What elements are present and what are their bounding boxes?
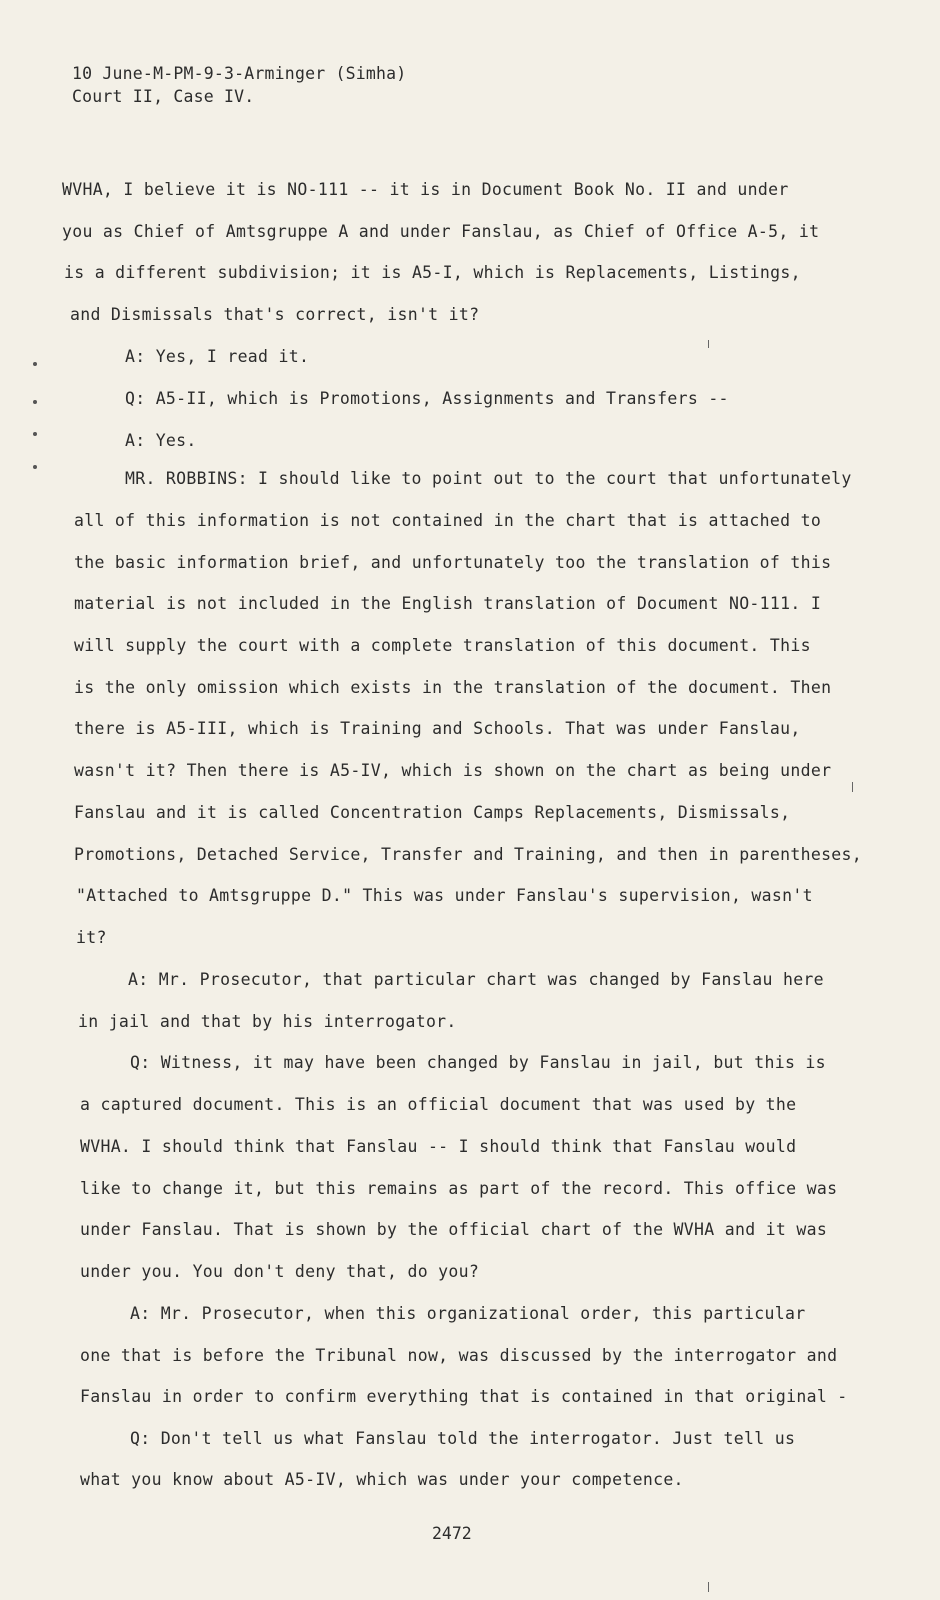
transcript-line: Q: Don't tell us what Fanslau told the interrogator. Just tell us [130,1429,796,1448]
punch-mark [33,432,37,436]
transcript-line: is the only omission which exists in the translation of the document. Then [74,678,832,697]
transcript-line: A: Yes, I read it. [125,347,310,366]
transcript-line: the basic information brief, and unfortunately too the translation of this [74,553,832,572]
transcript-line: one that is before the Tribunal now, was discussed by the interrogator and [80,1346,838,1365]
punch-mark [33,362,37,366]
document-header [72,62,406,108]
stray-ink-mark [708,340,709,348]
transcript-line: Q: A5-II, which is Promotions, Assignments and Transfers -- [125,389,729,408]
transcript-line: all of this information is not contained in the chart that is attached to [74,511,822,530]
transcript-line: Promotions, Detached Service, Transfer and Training, and then in parentheses, [74,845,863,864]
punch-mark [33,400,37,404]
transcript-line: is a different subdivision; it is A5-I, which is Replacements, Listings, [64,263,801,282]
transcript-line: Fanslau in order to confirm everything that is contained in that original - [80,1387,848,1406]
transcript-line: what you know about A5-IV, which was under your competence. [80,1470,684,1489]
transcript-line: A: Yes. [125,431,197,450]
transcript-line: and Dismissals that's correct, isn't it? [70,305,480,324]
transcript-line: wasn't it? Then there is A5-IV, which is shown on the chart as being under [74,761,832,780]
transcript-line: under Fanslau. That is shown by the official chart of the WVHA and it was [80,1220,828,1239]
page-number: 2472 [432,1524,472,1543]
transcript-line: WVHA, I believe it is NO-111 -- it is in Document Book No. II and under [62,180,789,199]
transcript-line: Fanslau and it is called Concentration Camps Replacements, Dismissals, [74,803,791,822]
transcript-line: there is A5-III, which is Training and Schools. That was under Fanslau, [74,719,801,738]
transcript-line: under you. You don't deny that, do you? [80,1262,480,1281]
transcript-line: material is not included in the English translation of Document NO-111. I [74,594,822,613]
transcript-line: WVHA. I should think that Fanslau -- I should think that Fanslau would [80,1137,797,1156]
transcript-line: it? [76,928,107,947]
transcript-line: MR. ROBBINS: I should like to point out to the court that unfortunately [125,469,852,488]
transcript-line: you as Chief of Amtsgruppe A and under Fanslau, as Chief of Office A-5, it [62,222,820,241]
transcript-line: like to change it, but this remains as part of the record. This office was [80,1179,838,1198]
stray-ink-mark [852,782,853,792]
header-case-reference: 10 June-M-PM-9-3-Arminger (Simha) [72,64,407,83]
transcript-line: a captured document. This is an official document that was used by the [80,1095,797,1114]
header-court-reference: Court II, Case IV. [72,87,255,106]
transcript-line: will supply the court with a complete translation of this document. This [74,636,811,655]
transcript-line: "Attached to Amtsgruppe D." This was under Fanslau's supervision, wasn't [76,886,813,905]
transcript-line: A: Mr. Prosecutor, that particular chart was changed by Fanslau here [128,970,824,989]
transcript-line: in jail and that by his interrogator. [78,1012,457,1031]
transcript-line: A: Mr. Prosecutor, when this organizational order, this particular [130,1304,806,1323]
punch-mark [33,465,37,469]
transcript-line: Q: Witness, it may have been changed by Fanslau in jail, but this is [130,1053,826,1072]
stray-ink-mark [708,1582,709,1592]
